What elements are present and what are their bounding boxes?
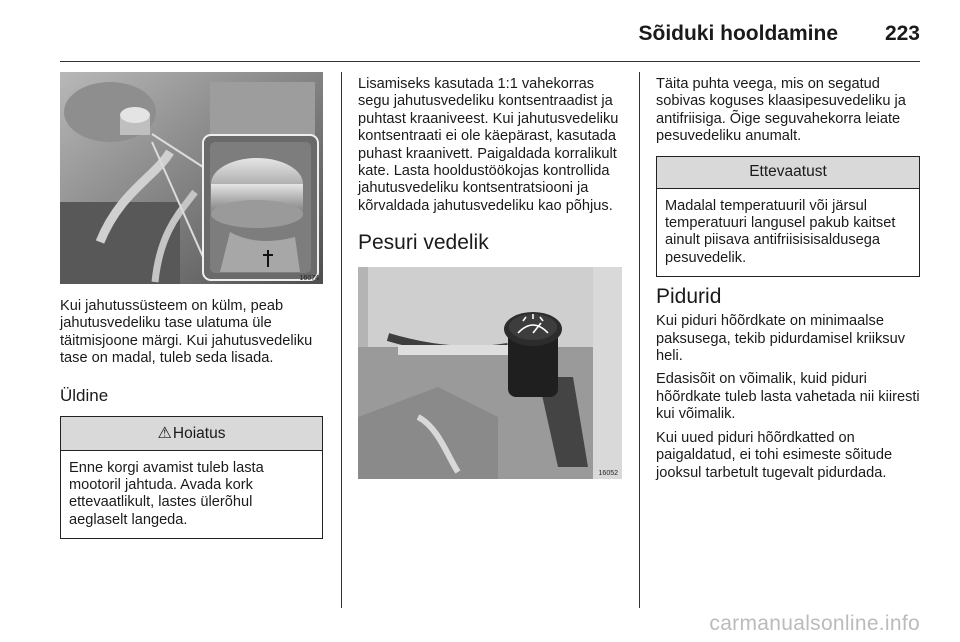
column-3 bbox=[656, 72, 920, 482]
caution-text: Madalal temperatuuril või järsul temperatuuri langusel pakub kaitset ainult piisava antifriisisisaldusega pesuvedelik. bbox=[665, 197, 896, 266]
page-number: 223 bbox=[884, 22, 920, 45]
section-heading-brakes: Pidurid bbox=[656, 285, 722, 309]
washer-fluid-figure bbox=[358, 267, 622, 479]
header-title: Sõiduki hooldamine bbox=[638, 22, 838, 45]
warning-triangle-icon: ⚠ bbox=[157, 424, 172, 442]
warning-text: Enne korgi avamist tuleb lasta mootoril jahtuda. Avada kork ettevaatlikult, lastes ülerõhul aeglaselt langeda. bbox=[69, 459, 264, 528]
warning-label: Hoiatus bbox=[172, 424, 226, 442]
coolant-reservoir-illustration bbox=[60, 72, 323, 284]
washer-fluid-illustration bbox=[358, 267, 622, 479]
warning-box-header bbox=[61, 417, 322, 451]
figure-code: 16074 bbox=[299, 275, 319, 282]
section-heading-general: Üldine bbox=[60, 385, 109, 405]
figure-code: 16052 bbox=[598, 470, 618, 478]
washer-mix-paragraph: Täita puhta veega, mis on segatud sobivas koguses klaasipesuvedeliku ja antifriisiga. Õige seguvahekorra leiate pesuvedeliku anumalt. bbox=[656, 76, 906, 145]
coolant-level-paragraph: Kui jahutussüsteem on külm, peab jahutusvedeliku tase ulatuma üle täitmisjoone märgi. Kui jahutusvedeliku tase on madal, tuleb seda lisada. bbox=[60, 298, 313, 367]
brakes-paragraph-2: Edasisõit on võimalik, kuid piduri hõõrdkate tuleb lasta vahetada nii kiiresti kui võimalik. bbox=[656, 371, 920, 423]
coolant-reservoir-figure bbox=[60, 72, 323, 284]
warning-box bbox=[60, 416, 323, 540]
brakes-paragraph-3: Kui uued piduri hõõrdkatted on paigaldatud, ei tohi esimeste sõitude jooksul tarbetult tugevalt pidurdada. bbox=[656, 429, 893, 481]
column-2 bbox=[358, 72, 622, 479]
column-1 bbox=[60, 72, 323, 539]
header-rule bbox=[60, 61, 920, 62]
column-divider-2 bbox=[639, 72, 640, 608]
brakes-paragraph-1: Kui piduri hõõrdkate on minimaalse paksusega, tekib pidurdamisel kriiksuv heli. bbox=[656, 313, 906, 365]
caution-box-header: Ettevaatust bbox=[657, 157, 919, 189]
column-divider-1 bbox=[341, 72, 342, 608]
watermark: carmanualsonline.info bbox=[709, 612, 920, 635]
coolant-mix-paragraph: Lisamiseks kasutada 1:1 vahekorras segu jahutusvedeliku kontsentraadist ja puhtast kraaniveest. Kui jahutusvedeliku kontsentraati ei ole käepärast, kasutada puhast kraanivett. Paigaldada korralikult kate. Lasta hooldustöökojas kontrollida jahutusvedeliku kontsentratsiooni ja kõrvaldada jahutusvedeliku kao põhjus. bbox=[358, 76, 619, 214]
section-heading-washer-fluid: Pesuri vedelik bbox=[358, 231, 489, 255]
caution-box bbox=[656, 156, 920, 278]
